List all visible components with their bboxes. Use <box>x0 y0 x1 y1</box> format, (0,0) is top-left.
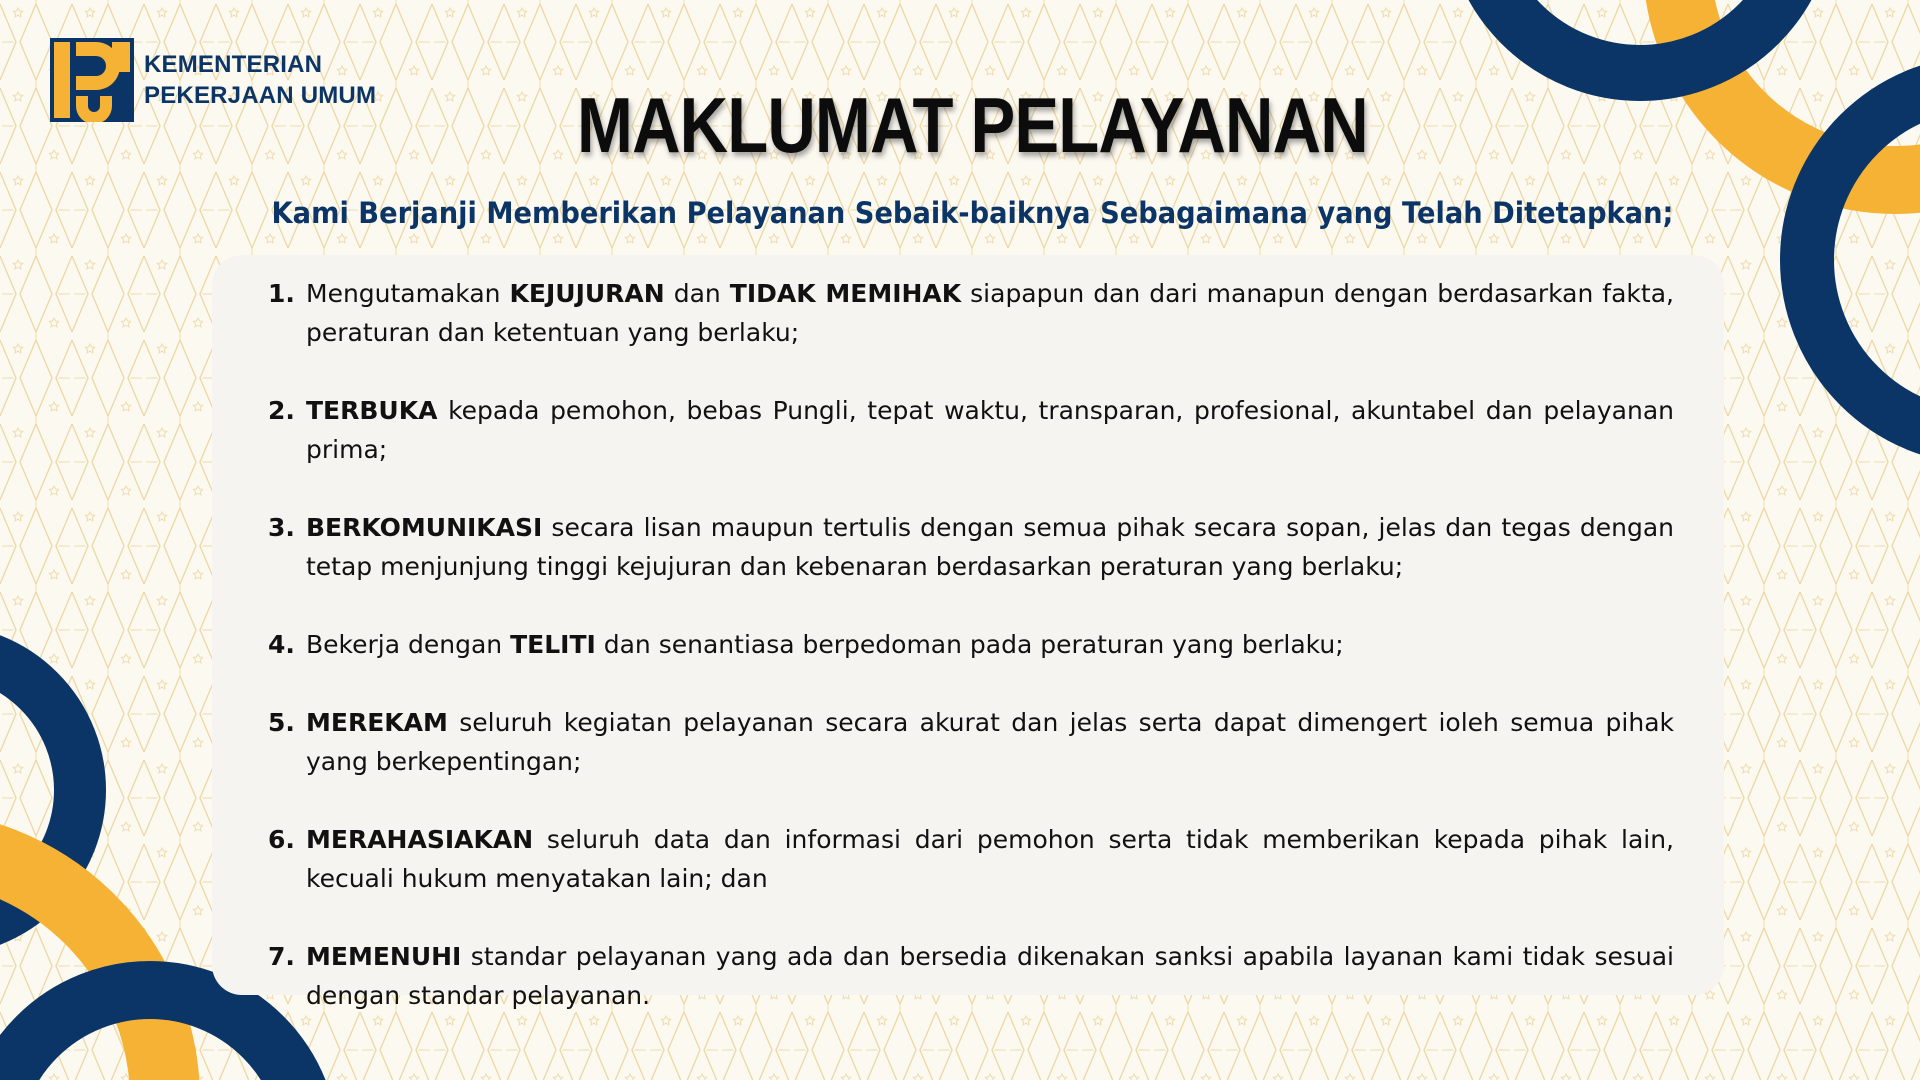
list-item-number: 2. <box>268 396 295 425</box>
bold-keyword: BERKOMUNIKASI <box>306 513 543 542</box>
bold-keyword: KEJUJURAN <box>509 279 665 308</box>
text-segment: secara lisan maupun tertulis dengan semua pihak secara sopan, jelas dan tegas dengan tetap menjunjung tinggi kejujuran dan kebenaran berdasarkan peraturan yang berlaku; <box>306 513 1674 581</box>
list-item-text <box>306 279 1674 347</box>
bold-keyword: MEMENUHI <box>306 942 462 971</box>
bold-keyword: MERAHASIAKAN <box>306 825 534 854</box>
bold-keyword: TELITI <box>510 630 596 659</box>
list-item-number: 5. <box>268 708 295 737</box>
text-segment: kepada pemohon, bebas Pungli, tepat waktu, transparan, profesional, akuntabel dan pelayanan prima; <box>306 396 1674 464</box>
list-item <box>268 703 1674 781</box>
list-item <box>268 820 1674 898</box>
list-item-text <box>306 396 1674 464</box>
logo-line-1: KEMENTERIAN <box>144 51 323 78</box>
text-segment: Mengutamakan <box>306 279 510 308</box>
list-item <box>268 625 1674 664</box>
list-item-text <box>306 513 1674 581</box>
list-item-number: 1. <box>268 279 295 308</box>
list-item-number: 4. <box>268 630 295 659</box>
list-item-number: 7. <box>268 942 295 971</box>
logo-line-2: PEKERJAAN UMUM <box>144 82 377 109</box>
ring-right-navy <box>1807 82 1920 438</box>
list-item <box>268 508 1674 586</box>
text-segment: seluruh kegiatan pelayanan secara akurat dan jelas serta dapat dimengert ioleh semua pihak yang berkepentingan; <box>306 708 1674 776</box>
text-segment: dan senantiasa berpedoman pada peraturan yang berlaku; <box>595 630 1344 659</box>
ring-top-navy <box>1472 0 1808 73</box>
page-subtitle: Kami Berjanji Memberikan Pelayanan Sebaik-baiknya Sebagaimana yang Telah Ditetapkan; <box>271 196 1674 230</box>
bold-keyword: MEREKAM <box>306 708 448 737</box>
list-item-number: 6. <box>268 825 295 854</box>
list-item <box>268 937 1674 1015</box>
list-item-text <box>306 630 1344 659</box>
text-segment: siapapun dan dari manapun dengan berdasarkan fakta, peraturan dan ketentuan yang berlaku; <box>306 279 1674 347</box>
pledge-list <box>268 274 1674 1054</box>
pu-logo-icon <box>50 38 134 122</box>
list-item-number: 3. <box>268 513 295 542</box>
list-item <box>268 274 1674 352</box>
text-segment: standar pelayanan yang ada dan bersedia dikenakan sanksi apabila layanan kami tidak sesuai dengan standar pelayanan. <box>306 942 1674 1010</box>
text-segment: dan <box>664 279 730 308</box>
bold-keyword: TERBUKA <box>306 396 438 425</box>
list-item-text <box>306 825 1674 893</box>
list-item-text <box>306 708 1674 776</box>
text-segment: seluruh data dan informasi dari pemohon serta tidak memberikan kepada pihak lain, kecuali hukum menyatakan lain; dan <box>306 825 1674 893</box>
text-segment: Bekerja dengan <box>306 630 511 659</box>
page-title: MAKLUMAT PELAYANAN <box>577 81 1368 169</box>
list-item <box>268 391 1674 469</box>
list-item-text <box>306 942 1674 1010</box>
bold-keyword: TIDAK MEMIHAK <box>729 279 962 308</box>
